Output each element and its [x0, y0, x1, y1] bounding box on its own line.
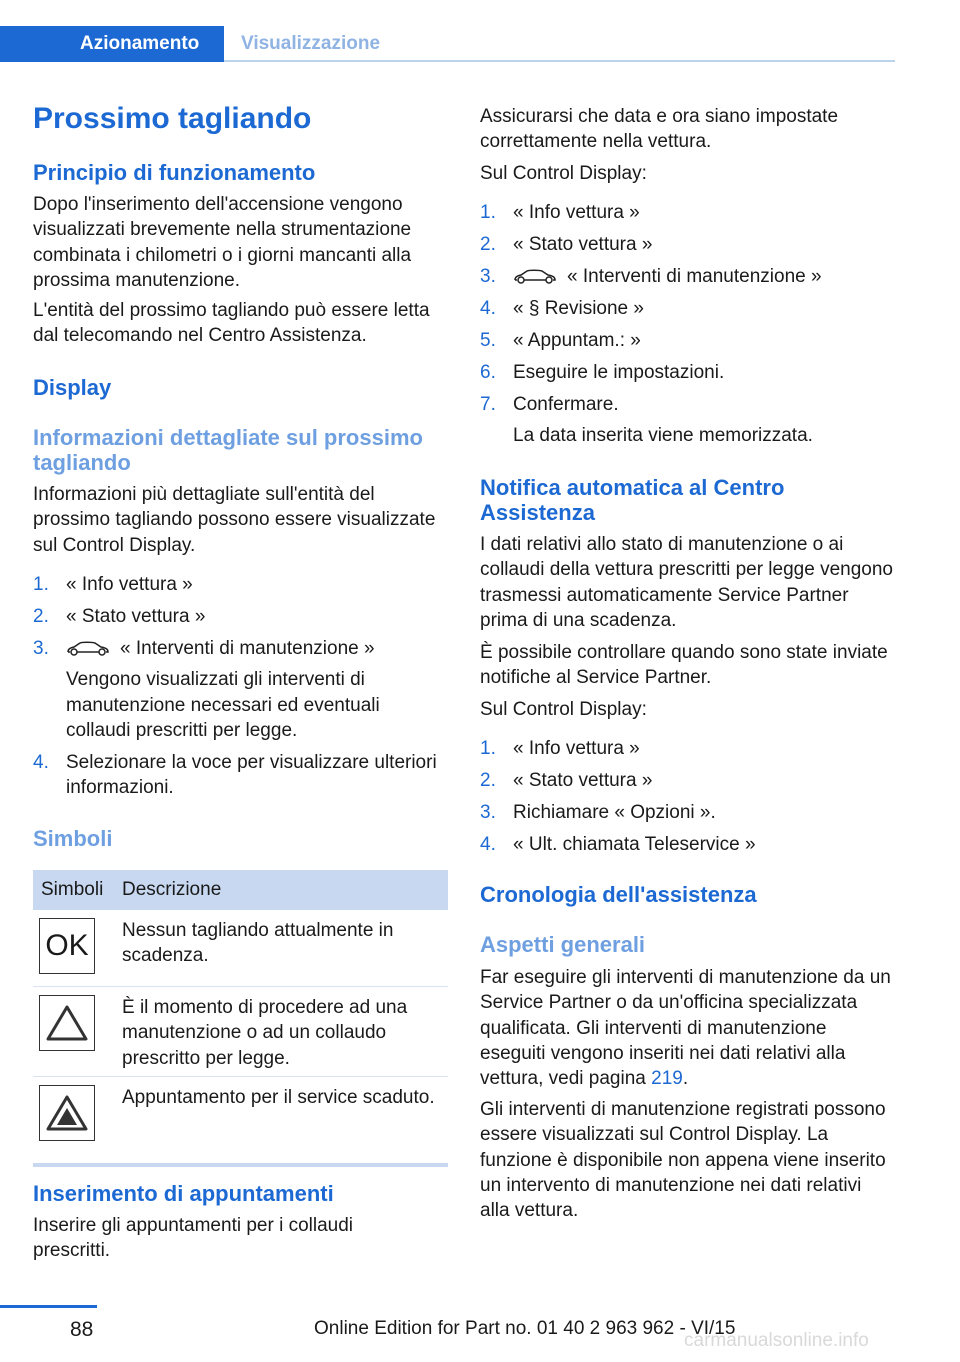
step-text: « § Revisione » — [513, 297, 644, 319]
page-title: Prossimo tagliando — [33, 102, 312, 135]
edition-text: Online Edition for Part no. 01 40 2 963 962 - VI/15 — [314, 1318, 736, 1339]
notify-paragraph-2: È possibile controllare quando sono state inviate notifiche al Service Partner. — [480, 642, 888, 689]
step-number: 3. — [480, 801, 496, 823]
step-number: 3. — [480, 265, 496, 287]
list-item — [480, 200, 896, 225]
notify-paragraph-1: I dati relativi allo stato di manutenzione o ai collaudi della vettura prescritti per legge vengono trasmessi automaticamente Service Partner prima di una scadenza. — [480, 534, 893, 631]
step-number: 4. — [33, 751, 49, 773]
table-header-symbols: Simboli — [41, 879, 104, 900]
right-steps-list-2 — [480, 736, 896, 864]
table-row — [33, 910, 448, 987]
list-item — [480, 800, 896, 825]
step-number: 6. — [480, 361, 496, 383]
step-number: 2. — [480, 233, 496, 255]
step-text: Eseguire le impostazioni. — [513, 361, 725, 383]
step-number: 1. — [480, 738, 496, 759]
step-text: Richiamare « Opzioni ». — [513, 801, 716, 823]
step-text: Confermare. — [513, 393, 619, 415]
right-steps-list — [480, 200, 896, 455]
list-item — [480, 296, 896, 321]
header-tabs — [0, 26, 895, 62]
warning-triangle-icon — [39, 995, 95, 1051]
table-header — [33, 870, 448, 910]
intro-paragraph-2: Sul Control Display: — [480, 163, 647, 184]
principle-paragraph-1: Dopo l'inserimento dell'accensione vengono visualizzati brevemente nella strumentazione combinata i chilometri o i giorni mancanti alla prossima manutenzione. — [33, 194, 412, 291]
symbols-heading: Simboli — [33, 826, 113, 851]
info-paragraph: Informazioni più dettagliate sull'entità del prossimo tagliando possono essere visualizzate sul Control Display. — [33, 484, 436, 556]
list-item — [480, 768, 896, 793]
symbols-table — [33, 870, 448, 1167]
ok-symbol-icon — [39, 918, 95, 974]
tab-visualizzazione[interactable]: Visualizzazione — [241, 33, 381, 54]
step-number: 3. — [33, 637, 49, 659]
step-text: « Info vettura » — [513, 202, 640, 223]
step-text: « Interventi di manutenzione » — [120, 637, 375, 659]
step-number: 4. — [480, 297, 496, 319]
appointments-paragraph: Inserire gli appuntamenti per i collaudi prescritti. — [33, 1215, 354, 1262]
list-item — [33, 750, 448, 801]
list-item — [480, 736, 896, 761]
step-text: « Info vettura » — [513, 738, 640, 759]
step-number: 2. — [33, 605, 49, 627]
list-item — [33, 572, 448, 597]
table-bottom-rule — [33, 1163, 448, 1167]
general-paragraph-1-end: . — [682, 1068, 689, 1090]
table-cell-description: Appuntamento per il service scaduto. — [122, 1087, 435, 1108]
page-link-219[interactable]: 219 — [651, 1068, 683, 1090]
left-steps-list — [33, 572, 448, 807]
principle-paragraph-2: L'entità del prossimo tagliando può essere letta dal telecomando nel Centro Assistenza. — [33, 300, 430, 347]
list-item — [480, 264, 896, 289]
watermark: carmanualsonline.info — [684, 1330, 869, 1351]
step-number: 4. — [480, 833, 496, 855]
step-text: « Stato vettura » — [513, 233, 653, 255]
step-text: « Ult. chiamata Teleservice » — [513, 833, 756, 855]
service-car-icon — [66, 640, 110, 656]
table-header-description: Descrizione — [122, 879, 222, 900]
list-item — [480, 392, 896, 449]
step-number: 1. — [33, 574, 49, 595]
step-text: « Stato vettura » — [66, 605, 206, 627]
step-text: « Info vettura » — [66, 574, 193, 595]
list-item — [480, 328, 896, 353]
notify-paragraph-3: Sul Control Display: — [480, 699, 647, 720]
appointments-heading: Inserimento di appuntamenti — [33, 1181, 334, 1206]
step-number: 1. — [480, 202, 496, 223]
service-car-icon — [513, 268, 557, 284]
table-cell-description: È il momento di procedere ad una manutenzione o ad un collaudo prescritto per legge. — [122, 997, 408, 1069]
table-row — [33, 1077, 448, 1149]
table-cell-description: Nessun tagliando attualmente in scadenza. — [122, 920, 394, 967]
step-number: 5. — [480, 329, 496, 351]
step-subtext: Vengono visualizzati gli interventi di manutenzione necessari ed eventuali collaudi prescritti per legge. — [66, 669, 380, 741]
step-subtext: La data inserita viene memorizzata. — [513, 425, 813, 447]
general-paragraph-1-text: Far eseguire gli interventi di manutenzione da un Service Partner o da un'officina specializzata qualificata. Gli interventi di manutenzione eseguiti vengono inseriti nei dati relativi alla vettura, vedi pagina — [480, 967, 891, 1090]
list-item — [480, 832, 896, 857]
step-number: 2. — [480, 769, 496, 791]
tab-azionamento[interactable]: Azionamento — [0, 26, 224, 62]
general-paragraph-2: Gli interventi di manutenzione registrati possono essere visualizzati sul Control Display. La funzione è disponibile non appena viene inserito un intervento di manutenzione nei dati relativi alla vettura. — [480, 1099, 886, 1222]
general-paragraph-1 — [480, 965, 896, 1091]
warning-triangle-filled-icon — [39, 1085, 95, 1141]
step-text: « Appuntam.: » — [513, 329, 641, 351]
step-text: Selezionare la voce per visualizzare ulteriori informazioni. — [66, 751, 437, 799]
ok-symbol-text: OK — [45, 929, 89, 963]
list-item — [33, 604, 448, 629]
general-heading: Aspetti generali — [480, 932, 646, 957]
list-item — [480, 232, 896, 257]
list-item — [480, 360, 896, 385]
step-text: « Stato vettura » — [513, 769, 653, 791]
principle-heading: Principio di funzionamento — [33, 160, 316, 185]
intro-paragraph-1: Assicurarsi che data e ora siano impostate correttamente nella vettura. — [480, 106, 839, 153]
notify-heading: Notifica automatica al Centro Assistenza — [480, 475, 785, 525]
step-text: « Interventi di manutenzione » — [567, 265, 822, 287]
page-number: 88 — [70, 1318, 94, 1341]
info-heading: Informazioni dettagliate sul prossimo tagliando — [33, 425, 423, 475]
history-heading: Cronologia dell'assistenza — [480, 882, 757, 907]
footer-rule — [0, 1305, 97, 1308]
display-heading: Display — [33, 375, 112, 400]
list-item — [33, 636, 448, 743]
step-number: 7. — [480, 393, 496, 415]
table-row — [33, 987, 448, 1077]
